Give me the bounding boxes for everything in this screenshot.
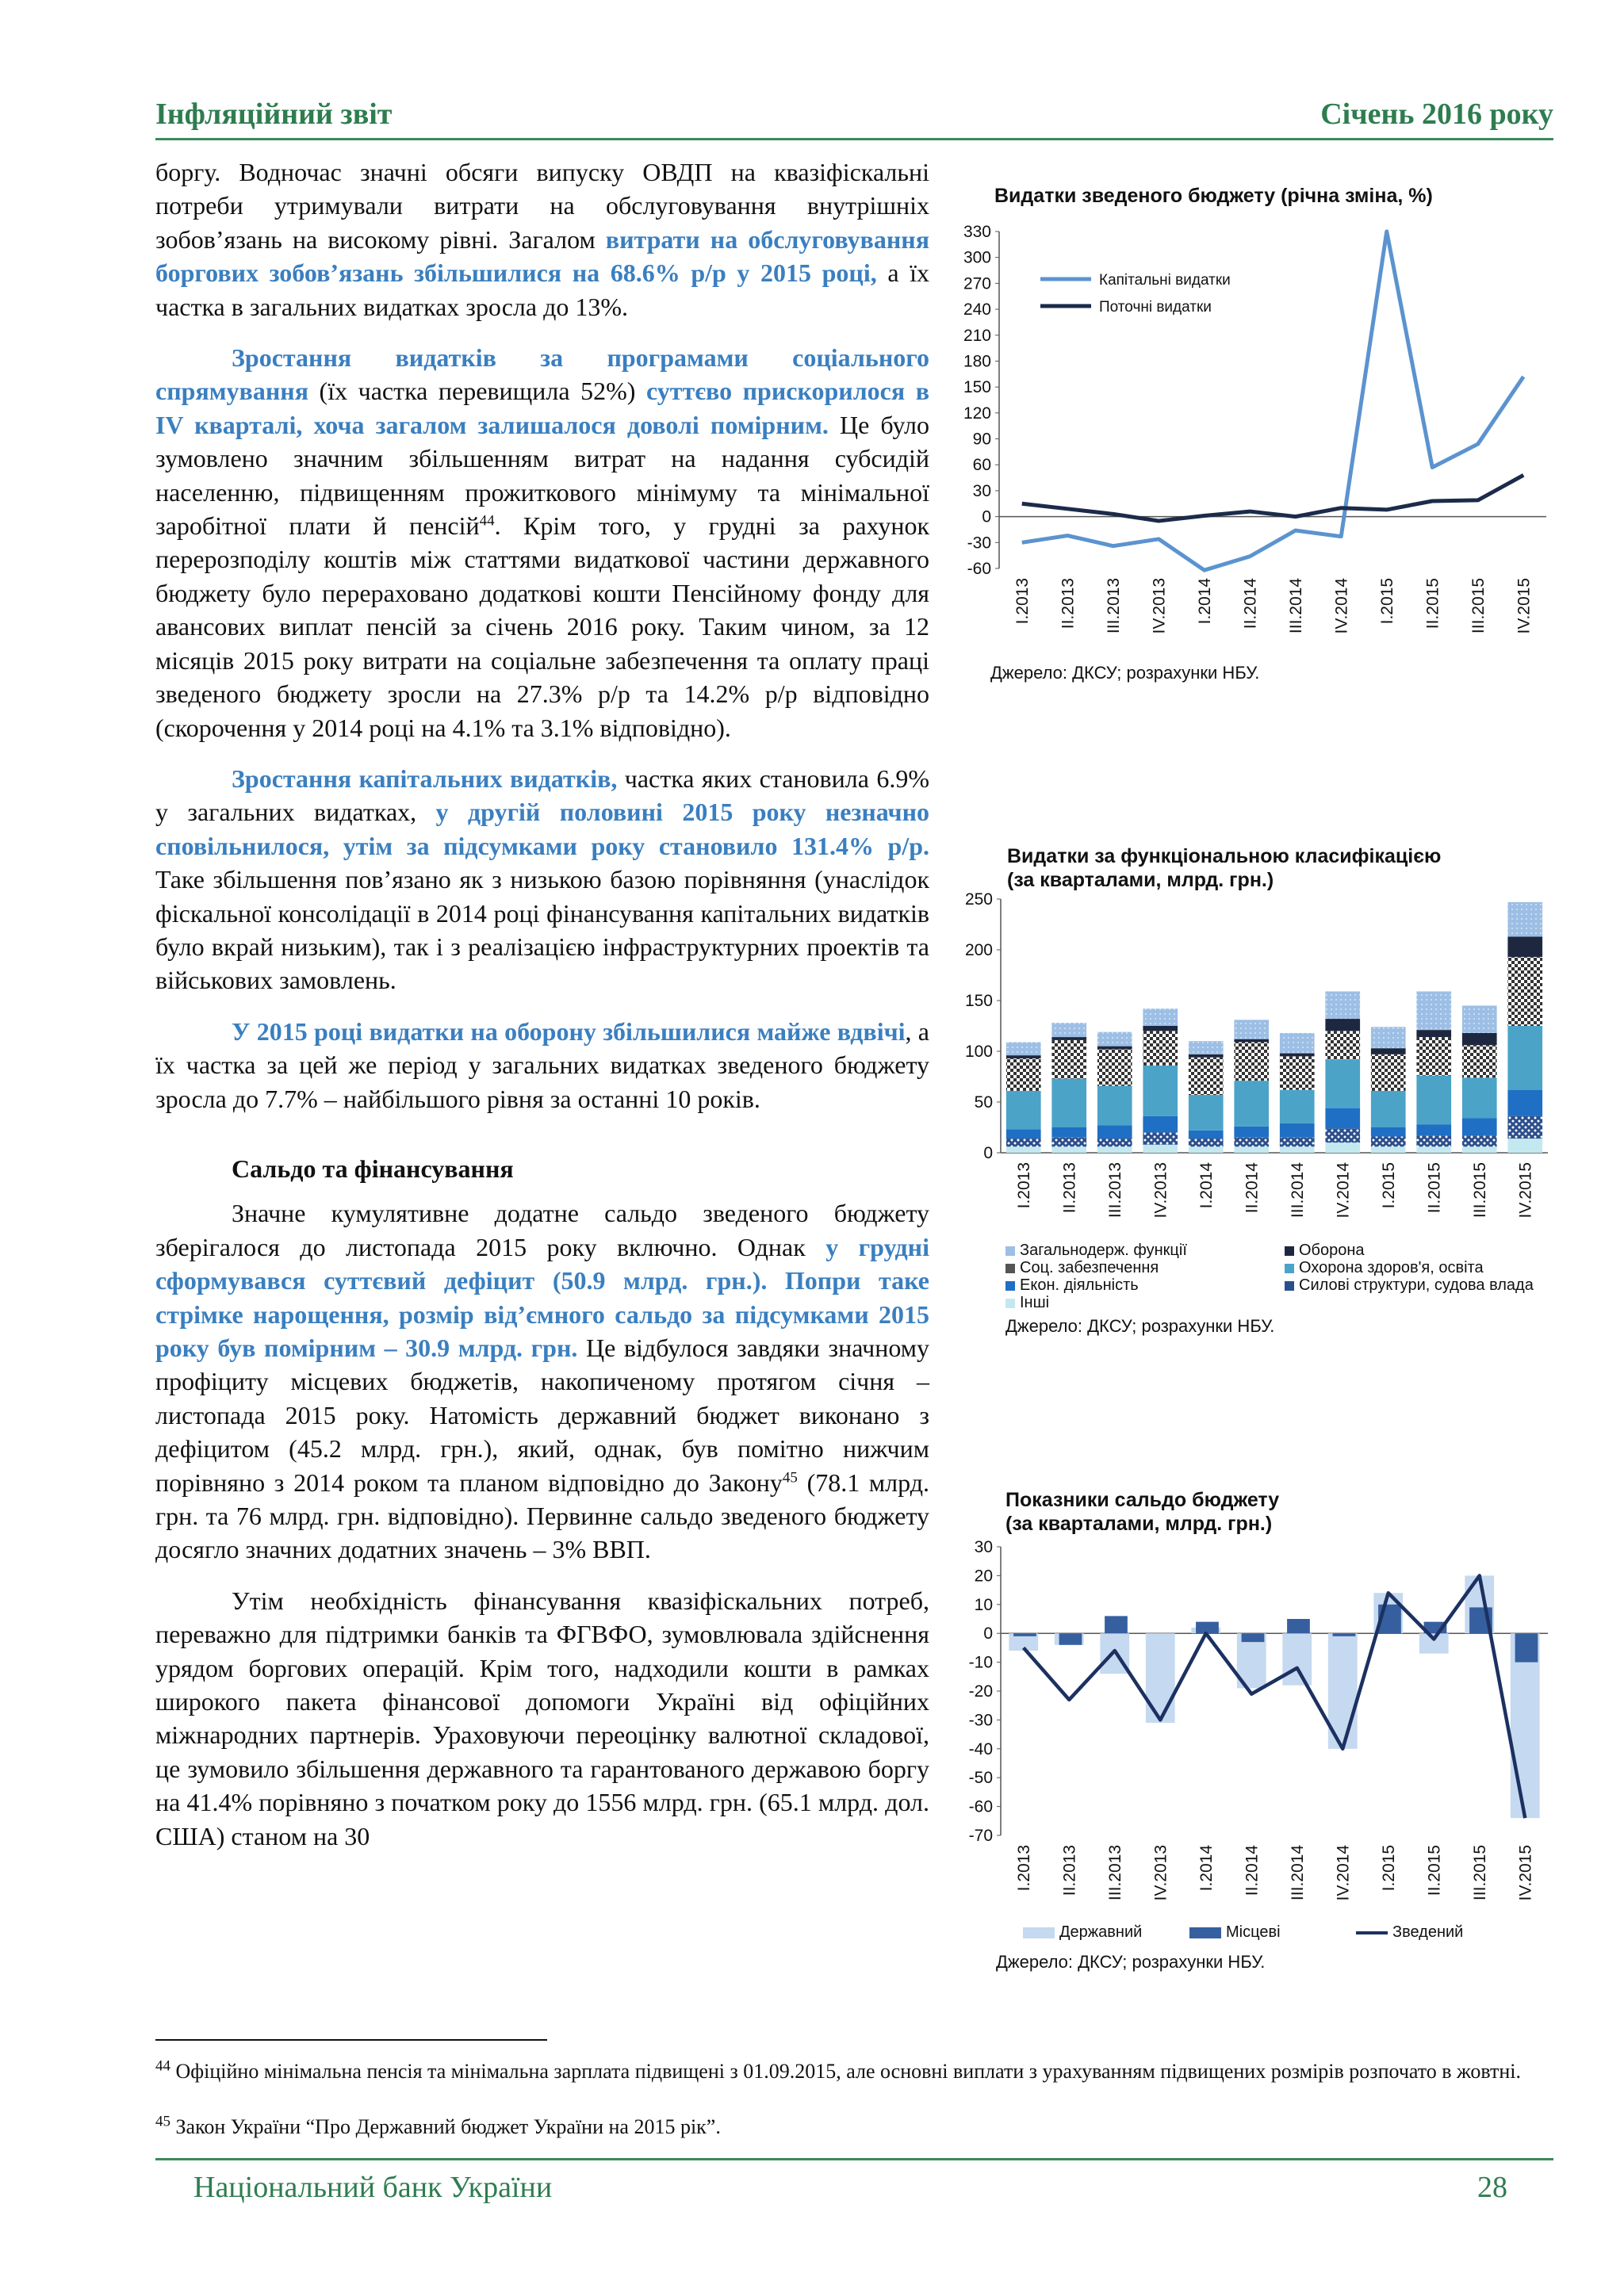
stacked-bar-segment: [1097, 1032, 1132, 1047]
y-tick-label: 150: [963, 378, 991, 397]
x-tick-label: II.2013: [1060, 1845, 1079, 1896]
y-tick-label: 150: [964, 992, 993, 1010]
x-tick-label: III.2013: [1104, 578, 1123, 634]
paragraph-defense-spending: У 2015 році видатки на оборону збільшилися майже вдвічі, а їх частка за цей же період у загальних видатках зведеного бюджету зросла до 7.7% – найбільшого рівня за останні 10 років.: [155, 1016, 930, 1113]
y-tick-label: 180: [963, 352, 991, 371]
stacked-bar-segment: [1143, 1008, 1178, 1026]
page-footer: [155, 2158, 1553, 2204]
local-balance-bar: [1105, 1616, 1128, 1633]
stacked-bar-segment: [1371, 1091, 1406, 1127]
chart1-source: Джерело: ДКСУ; розрахунки НБУ.: [990, 663, 1260, 683]
chart-capital-current-spending: [944, 216, 1554, 660]
x-tick-label: III.2013: [1105, 1845, 1124, 1901]
stacked-bar-segment: [1325, 1031, 1360, 1059]
x-tick-label: I.2013: [1014, 1845, 1033, 1892]
x-tick-label: I.2015: [1377, 578, 1396, 625]
chart2-title-line1: Видатки за функціональною класифікацією: [1007, 845, 1442, 867]
x-tick-label: II.2015: [1423, 578, 1442, 629]
paragraph-balance: Значне кумулятивне додатне сальдо зведеного бюджету зберігалося до листопада 2015 року включно. Однак у грудні сформувався суттєвий дефіцит (50.9 млрд. грн.). Попри таке стрімке нарощення, розмір від’ємного сальдо за підсумками 2015 року був помірним – 30.9 млрд. грн. Це відбулося завдяки значному профіциту місцевих бюджетів, накопиченому протягом січня – листопада 2015 року. Натомість державний бюджет виконано з дефіцитом (45.2 млрд. грн.), який, однак, був помітно нижчим порівняно з 2014 роком та планом відповідно до Закону$^{45}$ (78.1 млрд. грн. та 76 млрд. грн. відповідно). Первинне сальдо зведеного бюджету досягло значних додатних значень – 3% ВВП.: [155, 1199, 930, 1564]
stacked-bar-segment: [1462, 1005, 1497, 1033]
section-heading-balance: Сальдо та фінансування: [232, 1154, 514, 1183]
chart2-legend: [1005, 1242, 1561, 1321]
stacked-bar-segment: [1280, 1033, 1315, 1054]
x-tick-label: II.2015: [1425, 1845, 1444, 1896]
x-tick-label: III.2014: [1286, 578, 1305, 634]
stacked-bar-segment: [1462, 1045, 1497, 1077]
y-tick-label: -20: [968, 1682, 993, 1701]
stacked-bar-segment: [1371, 1054, 1406, 1091]
stacked-bar-segment: [1280, 1090, 1315, 1123]
x-tick-label: IV.2015: [1515, 578, 1534, 634]
stacked-bar-segment: [1462, 1146, 1497, 1153]
y-tick-label: 240: [963, 300, 991, 320]
stacked-bar-segment: [1234, 1146, 1269, 1153]
y-tick-label: -50: [968, 1769, 993, 1788]
x-tick-label: I.2015: [1379, 1845, 1398, 1892]
stacked-bar-segment: [1416, 1124, 1451, 1135]
x-tick-label: I.2013: [1013, 578, 1032, 625]
stacked-bar-segment: [1143, 1116, 1178, 1132]
y-tick-label: -60: [968, 1797, 993, 1816]
local-balance-bar: [1287, 1619, 1310, 1633]
stacked-bar-segment: [1189, 1058, 1224, 1095]
local-balance-bar: [1333, 1633, 1356, 1636]
stacked-bar-segment: [1507, 1026, 1542, 1090]
paragraph-debt-service: боргу. Водночас значні обсяги випуску ОВДП на квазіфіскальні потреби утримували витрати на обслуговування внутрішніх зобов’язань на високому рівні. Загалом витрати на обслуговування боргових зобов’язань збільшилися на 68.6% р/р у 2015 році, а їх частка в загальних видатках зросла до 13%.: [155, 158, 930, 321]
y-tick-label: 30: [972, 481, 991, 500]
stacked-bar-segment: [1051, 1040, 1086, 1079]
report-title: Інфляційний звіт: [155, 98, 393, 131]
stacked-bar-segment: [1097, 1086, 1132, 1126]
x-tick-label: II.2014: [1243, 1162, 1262, 1214]
stacked-bar-segment: [1097, 1125, 1132, 1138]
y-tick-label: -30: [967, 534, 991, 553]
stacked-bar-segment: [1189, 1131, 1224, 1138]
page-number: 28: [1477, 2171, 1507, 2204]
x-tick-label: II.2014: [1243, 1845, 1262, 1896]
stacked-bar-segment: [1507, 957, 1542, 1026]
stacked-bar-segment: [1006, 1130, 1041, 1139]
stacked-bar-segment: [1371, 1137, 1406, 1147]
legend-state: Державний: [1023, 1923, 1142, 1942]
stacked-bar-segment: [1097, 1047, 1132, 1050]
stacked-bar-segment: [1006, 1042, 1041, 1055]
x-tick-label: II.2015: [1425, 1162, 1444, 1214]
paragraph-capital-spending: Зростання капітальних видатків, частка яких становила 6.9% у загальних видатках, у другій половині 2015 року незначно сповільнилося, утім за підсумками року становило 131.4% р/р. Таке збільшення пов’язано як з низькою базою порівняння (унаслідок фіскальної консолідації в 2014 році фінансування капітальних видатків було вкрай низьким), так і з реалізацією інфраструктурних проектів та військових замовлень.: [155, 763, 930, 995]
series-line-capital: [1022, 232, 1524, 570]
stacked-bar-segment: [1507, 1138, 1542, 1153]
y-tick-label: 250: [964, 890, 993, 909]
stacked-bar-segment: [1325, 991, 1360, 1019]
paragraph-social-spending: Зростання видатків за програмами соціального спрямування (їх частка перевищила 52%) суттєво прискорилося в IV кварталі, хоча загалом залишалося доволі помірним. Це було зумовлено значним збільшенням витрат на надання субсидій населенню, підвищенням прожиткового мінімуму та мінімальної заробітної плати й пенсій$^{44}$. Крім того, у грудні за рахунок перерозподілу коштів між статтями видаткової частини державного бюджету було перераховано додаткові кошти Пенсійному фонду для авансових виплат пенсій за січень 2016 року. Таким чином, за 12 місяців 2015 року витрати на соціальне забезпечення та оплату праці зведеного бюджету зросли на 27.3% р/р та 14.2% р/р відповідно (скорочення у 2014 році на 4.1% та 3.1% відповідно).: [155, 343, 930, 742]
y-tick-label: 10: [974, 1595, 993, 1614]
stacked-bar-segment: [1325, 1108, 1360, 1129]
stacked-bar-segment: [1006, 1091, 1041, 1130]
y-tick-label: 0: [983, 1624, 993, 1644]
x-tick-label: III.2014: [1288, 1845, 1307, 1901]
y-tick-label: 20: [974, 1567, 993, 1586]
chart-functional-spending: [944, 888, 1554, 1237]
y-tick-label: 270: [963, 274, 991, 293]
stacked-bar-segment: [1189, 1138, 1224, 1146]
stacked-bar-segment: [1234, 1042, 1269, 1081]
x-tick-label: IV.2014: [1332, 578, 1351, 634]
stacked-bar-segment: [1234, 1081, 1269, 1127]
legend-health-education: Охорона здоров'я, освіта: [1285, 1259, 1484, 1277]
stacked-bar-segment: [1325, 1059, 1360, 1108]
chart3-title-line1: Показники сальдо бюджету: [1005, 1489, 1280, 1511]
y-tick-label: 0: [983, 1144, 993, 1162]
x-tick-label: I.2014: [1197, 1845, 1216, 1892]
stacked-bar-segment: [1371, 1027, 1406, 1048]
stacked-bar-segment: [1097, 1049, 1132, 1085]
legend-local: Місцеві: [1189, 1923, 1281, 1942]
stacked-bar-segment: [1143, 1145, 1178, 1153]
x-tick-label: II.2013: [1059, 578, 1078, 629]
x-tick-label: IV.2013: [1151, 1162, 1170, 1219]
x-tick-label: IV.2013: [1151, 1845, 1170, 1901]
local-balance-bar: [1013, 1633, 1036, 1636]
stacked-bar-segment: [1051, 1023, 1086, 1037]
chart3-source: Джерело: ДКСУ; розрахунки НБУ.: [996, 1952, 1266, 1972]
stacked-bar-segment: [1189, 1146, 1224, 1153]
stacked-bar-segment: [1234, 1138, 1269, 1147]
stacked-bar-segment: [1507, 1090, 1542, 1116]
stacked-bar-segment: [1371, 1146, 1406, 1153]
footnote-45: $^{45}$ Закон України “Про Державний бюджет України на 2015 рік”.: [155, 2113, 721, 2138]
report-date: Січень 2016 року: [1320, 98, 1553, 131]
stacked-bar-segment: [1006, 1055, 1041, 1058]
y-tick-label: -10: [968, 1653, 993, 1672]
stacked-bar-segment: [1507, 936, 1542, 957]
x-tick-label: I.2015: [1379, 1162, 1398, 1209]
stacked-bar-segment: [1006, 1138, 1041, 1146]
x-tick-label: IV.2014: [1334, 1162, 1353, 1219]
legend-defense: Оборона: [1285, 1242, 1365, 1260]
stacked-bar-segment: [1189, 1095, 1224, 1131]
stacked-bar-segment: [1280, 1123, 1315, 1138]
local-balance-bar: [1196, 1622, 1219, 1634]
chart-budget-balance: [944, 1534, 1554, 1946]
stacked-bar-segment: [1416, 1135, 1451, 1146]
stacked-bar-segment: [1143, 1132, 1178, 1144]
stacked-bar-segment: [1416, 1030, 1451, 1037]
stacked-bar-segment: [1234, 1127, 1269, 1138]
stacked-bar-segment: [1097, 1138, 1132, 1146]
y-tick-label: 210: [963, 326, 991, 345]
stacked-bar-segment: [1051, 1037, 1086, 1040]
y-tick-label: 100: [964, 1043, 993, 1061]
y-tick-label: 330: [963, 223, 991, 241]
stacked-bar-segment: [1143, 1026, 1178, 1031]
y-tick-label: -40: [968, 1739, 993, 1758]
stacked-bar-segment: [1462, 1135, 1497, 1146]
x-tick-label: III.2015: [1469, 578, 1488, 634]
stacked-bar-segment: [1462, 1033, 1497, 1045]
y-tick-label: 50: [974, 1093, 993, 1112]
main-text-column: [155, 155, 929, 1853]
x-tick-label: IV.2014: [1334, 1845, 1353, 1901]
y-tick-label: 0: [982, 507, 991, 526]
x-tick-label: I.2013: [1014, 1162, 1033, 1209]
stacked-bar-segment: [1006, 1146, 1041, 1153]
x-tick-label: II.2013: [1060, 1162, 1079, 1214]
x-tick-label: III.2015: [1470, 1845, 1489, 1901]
stacked-bar-segment: [1416, 1037, 1451, 1076]
stacked-bar-segment: [1143, 1066, 1178, 1116]
x-tick-label: IV.2013: [1150, 578, 1169, 634]
stacked-bar-segment: [1051, 1138, 1086, 1147]
x-tick-label: III.2014: [1288, 1162, 1307, 1219]
stacked-bar-segment: [1189, 1041, 1224, 1054]
stacked-bar-segment: [1143, 1031, 1178, 1066]
chart2-title: [1007, 844, 1441, 892]
stacked-bar-segment: [1416, 1146, 1451, 1153]
y-tick-label: 60: [972, 456, 991, 475]
y-tick-label: 300: [963, 248, 991, 267]
stacked-bar-segment: [1462, 1077, 1497, 1118]
y-tick-label: -70: [968, 1827, 993, 1845]
consolidated-balance-line: [1024, 1575, 1526, 1818]
stacked-bar-segment: [1507, 902, 1542, 937]
chart3-legend: [1023, 1923, 1546, 1947]
stacked-bar-segment: [1234, 1039, 1269, 1043]
paragraph-financing: Утім необхідність фінансування квазіфіскальних потреб, переважно для підтримки банків та ФГВФО, зумовлювала здійснення урядом боргових операцій. Крім того, надходили кошти в рамках широкого пакета фінансової допомоги Україні від офіційних міжнародних партнерів. Ураховуючи переоцінку валютної складової, це зумовило збільшення державного та гарантованого державою боргу на 41.4% порівняно з початком року до 1556 млрд. грн. (65.1 млрд. дол. США) станом на 30: [155, 1586, 929, 1850]
local-balance-bar: [1515, 1633, 1538, 1662]
x-tick-label: I.2014: [1197, 1162, 1216, 1209]
x-tick-label: IV.2015: [1516, 1162, 1535, 1219]
legend-other: Інші: [1005, 1294, 1049, 1312]
stacked-bar-segment: [1416, 991, 1451, 1030]
footer-organization: Національний банк України: [193, 2171, 553, 2204]
stacked-bar-segment: [1325, 1019, 1360, 1031]
legend-label: Капітальні видатки: [1099, 272, 1231, 289]
y-tick-label: 30: [974, 1538, 993, 1556]
stacked-bar-segment: [1280, 1138, 1315, 1147]
y-tick-label: 90: [972, 430, 991, 449]
stacked-bar-segment: [1280, 1146, 1315, 1153]
stacked-bar-segment: [1051, 1079, 1086, 1127]
stacked-bar-segment: [1325, 1128, 1360, 1142]
local-balance-bar: [1242, 1633, 1265, 1642]
stacked-bar-segment: [1051, 1146, 1086, 1153]
stacked-bar-segment: [1371, 1048, 1406, 1054]
chart3-title-line2: (за кварталами, млрд. грн.): [1005, 1513, 1273, 1535]
y-tick-label: 200: [964, 941, 993, 959]
x-tick-label: II.2014: [1241, 578, 1260, 629]
stacked-bar-segment: [1051, 1127, 1086, 1138]
stacked-bar-segment: [1006, 1058, 1041, 1091]
chart2-source: Джерело: ДКСУ; розрахунки НБУ.: [1005, 1316, 1275, 1336]
chart2-title-line2: (за кварталами, млрд. грн.): [1007, 869, 1274, 891]
legend-consolidated: Зведений: [1356, 1923, 1463, 1942]
x-tick-label: III.2013: [1105, 1162, 1124, 1219]
series-line-current: [1022, 475, 1524, 521]
stacked-bar-segment: [1189, 1054, 1224, 1058]
legend-economic-activity: Екон. діяльність: [1005, 1276, 1139, 1295]
stacked-bar-segment: [1416, 1076, 1451, 1124]
stacked-bar-segment: [1462, 1118, 1497, 1135]
page-header: [155, 97, 1553, 140]
stacked-bar-segment: [1325, 1142, 1360, 1153]
state-balance-bar: [1146, 1633, 1175, 1723]
stacked-bar-segment: [1234, 1020, 1269, 1039]
legend-label: Поточні видатки: [1099, 299, 1212, 316]
x-tick-label: I.2014: [1195, 578, 1214, 625]
chart1-title: Видатки зведеного бюджету (річна зміна, %): [994, 185, 1433, 207]
y-tick-label: -30: [968, 1711, 993, 1730]
stacked-bar-segment: [1097, 1146, 1132, 1153]
stacked-bar-segment: [1280, 1054, 1315, 1057]
stacked-bar-segment: [1280, 1056, 1315, 1089]
stacked-bar-segment: [1371, 1127, 1406, 1137]
x-tick-label: IV.2015: [1516, 1845, 1535, 1901]
local-balance-bar: [1059, 1633, 1082, 1645]
stacked-bar-segment: [1507, 1116, 1542, 1138]
legend-general-functions: Загальнодерж. функції: [1005, 1242, 1187, 1260]
legend-security-judiciary: Силові структури, судова влада: [1285, 1276, 1534, 1295]
footnote-rule: [155, 2039, 547, 2041]
footnote-44: $^{44}$ Офіційно мінімальна пенсія та мінімальна зарплата підвищені з 01.09.2015, але основні виплати з урахуванням підвищених розмірів розпочато в жовтні.: [155, 2057, 1521, 2083]
y-tick-label: -60: [967, 560, 991, 578]
x-tick-label: III.2015: [1470, 1162, 1489, 1219]
y-tick-label: 120: [963, 404, 991, 423]
chart3-title: [1005, 1488, 1279, 1536]
state-balance-bar: [1282, 1633, 1312, 1686]
legend-social-security: Соц. забезпечення: [1005, 1259, 1159, 1277]
